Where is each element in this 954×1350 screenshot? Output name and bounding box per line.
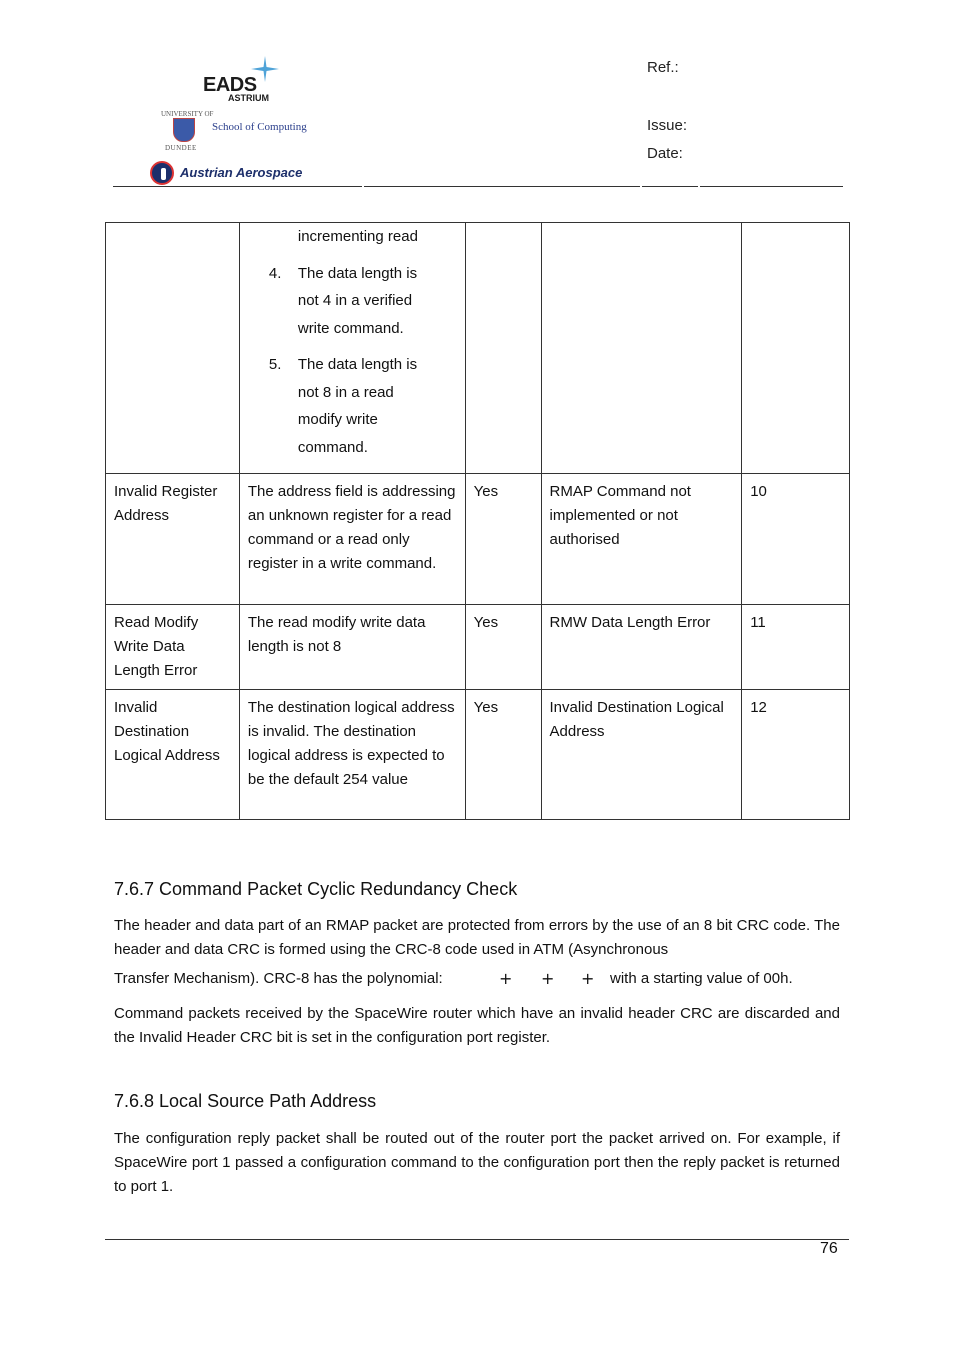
aerospace-emblem-icon [150, 161, 174, 185]
astrium-wordmark: ASTRIUM [228, 93, 269, 103]
error-name: Invalid Register Address [106, 474, 240, 605]
page-number: 76 [820, 1240, 838, 1257]
error-description: The destination logical address is invalid. The destination logical address is expected to be the default 254 value [239, 690, 465, 820]
error-flag: Yes [465, 605, 541, 690]
header-rule [700, 186, 843, 187]
section-heading-767: 7.6.7 Command Packet Cyclic Redundancy Check [114, 879, 518, 899]
header-rule [364, 186, 640, 187]
eads-astrium-logo [203, 56, 283, 106]
error-flag: Yes [465, 690, 541, 820]
error-status: Invalid Destination Logical Address [541, 690, 742, 820]
header-rule [113, 186, 362, 187]
footer-rule [105, 1239, 849, 1240]
polynomial-line-prefix: Transfer Mechanism). CRC-8 has the polynomial: [114, 970, 443, 987]
date-label: Date: [647, 145, 683, 162]
error-description: The read modify write data length is not 8 [239, 605, 465, 690]
list-item: 4. The data length is not 4 in a verified write command. [268, 264, 418, 337]
table-row [106, 690, 850, 820]
polynomial-line-suffix: with a starting value of 00h. [610, 970, 793, 987]
error-code: 10 [742, 474, 850, 605]
section-768-para1: The configuration reply packet shall be routed out of the router port the packet arrived on. For example, if SpaceWire port 1 passed a configuration command to the configuration port then the reply packet is returned to port 1. [114, 1130, 840, 1195]
plus-symbol: + [499, 969, 513, 988]
crest-icon [173, 118, 195, 142]
dundee-logo [155, 110, 335, 156]
error-flag: Yes [465, 474, 541, 605]
plus-symbol: + [541, 969, 555, 988]
table-row [106, 223, 850, 474]
plus-symbol: + [581, 969, 595, 988]
error-code: 11 [742, 605, 850, 690]
list-item: incrementing read [297, 228, 418, 245]
error-code: 12 [742, 690, 850, 820]
dundee-arc-text: UNIVERSITY OF [161, 110, 214, 118]
austrian-aerospace-logo [150, 160, 350, 188]
error-name: Read Modify Write Data Length Error [106, 605, 240, 690]
error-table [105, 222, 850, 820]
error-status: RMAP Command not implemented or not authorised [541, 474, 742, 605]
dundee-name: DUNDEE [165, 144, 197, 152]
school-of-computing: School of Computing [212, 121, 307, 133]
list-item: 5. The data length is not 8 in a read modify write command. [268, 356, 418, 456]
error-status: RMW Data Length Error [541, 605, 742, 690]
section-767-para1: The header and data part of an RMAP packet are protected from errors by the use of an 8 bit CRC code. The header and data CRC is formed using the CRC-8 code used in ATM (Asynchronous [114, 917, 840, 958]
eads-wordmark: EADS [203, 74, 257, 96]
header-rule [642, 186, 698, 187]
condition-list [240, 223, 457, 461]
table-row [106, 474, 850, 605]
section-767-para2: Command packets received by the SpaceWire router which have an invalid header CRC are discarded and the Invalid Header CRC bit is set in the configuration port register. [114, 1005, 840, 1046]
issue-label: Issue: [647, 117, 688, 134]
table-row [106, 605, 850, 690]
section-heading-768: 7.6.8 Local Source Path Address [114, 1091, 377, 1111]
austrian-aerospace-wordmark: Austrian Aerospace [180, 165, 303, 180]
error-name: Invalid Destination Logical Address [106, 690, 240, 820]
error-description: The address field is addressing an unknown register for a read command or a read only register in a write command. [239, 474, 465, 605]
ref-label: Ref.: [647, 59, 679, 76]
